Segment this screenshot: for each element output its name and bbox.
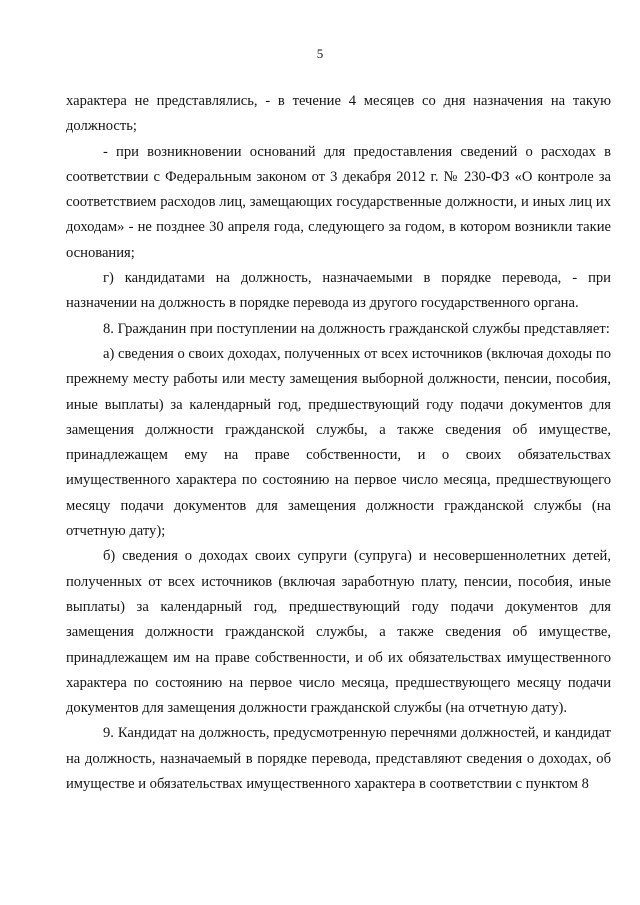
page-number: 5 [316,46,324,61]
paragraph-continuation: характера не представлялись, - в течение 4 месяцев со дня назначения на такую должность; [66,93,611,135]
paragraph-section-9: 9. Кандидат на должность, предусмотренную перечнями должностей, и кандидат на должность, назначаемый в порядке перевода, представляют сведения о доходах, об имуществе и обязательствах имущественного характера в соответствии с пунктом 8 [66,725,611,793]
paragraph-expenses-clause: - при возникновении оснований для предоставления сведений о расходах в соответствии с Федеральным законом от 3 декабря 2012 г. № 230-ФЗ «О контроле за соответствием расходов лиц, замещающих государственные должности, и иных лиц их доходам» - не позднее 30 апреля года, следующего за годом, в котором возникли такие основания; [66,143,611,261]
paragraph-item-b: б) сведения о доходах своих супруги (супруга) и несовершеннолетних детей, полученных от всех источников (включая заработную плату, пенсии, пособия, иные выплаты) за календарный год, предшествующий году подачи документов для замещения должности гражданской службы, а также сведения об имуществе, принадлежащем им на праве собственности, и об их обязательствах имущественного характера по состоянию на первое число месяца, предшествующего месяцу подачи документов для замещения должности гражданской службы (на отчетную дату). [66,548,611,717]
paragraph-section-8: 8. Гражданин при поступлении на должность гражданской службы представляет: [103,320,610,337]
document-body [66,89,611,797]
paragraph-item-g: г) кандидатами на должность, назначаемыми в порядке перевода, - при назначении на должность в порядке перевода из другого государственного органа. [66,270,611,312]
paragraph-item-a: а) сведения о своих доходах, полученных от всех источников (включая доходы по прежнему месту работы или месту замещения выборной должности, пенсии, пособия, иные выплаты) за календарный год, предшествующий году подачи документов для замещения должности гражданской службы, а также сведения об имуществе, принадлежащем ему на праве собственности, и о своих обязательствах имущественного характера по состоянию на первое число месяца, предшествующего месяцу подачи документов для замещения должности гражданской службы (на отчетную дату); [66,345,611,540]
